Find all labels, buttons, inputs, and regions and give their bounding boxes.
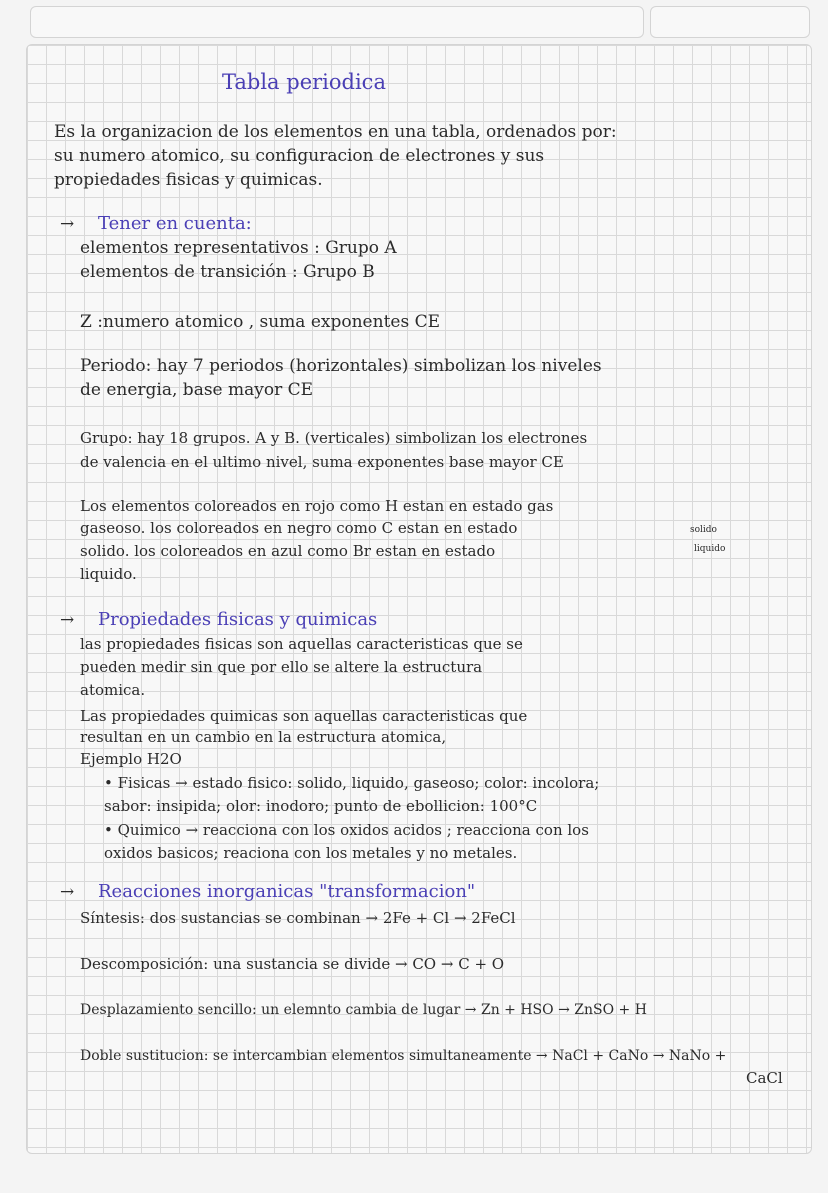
- tener-line-2: elementos de transición : Grupo B: [80, 262, 375, 282]
- z-line: Z :numero atomico , suma exponentes CE: [80, 312, 441, 332]
- estados-line-3: solido. los coloreados en azul como Br estan en estado: [80, 542, 496, 560]
- arrow-icon: →: [60, 214, 75, 234]
- doble-line-cont: CaCl: [746, 1069, 783, 1087]
- intro-line-2: su numero atomico, su configuracion de electrones y sus: [54, 146, 545, 166]
- top-bar-left: [30, 6, 644, 38]
- estados-line-2: gaseoso. los coloreados en negro como C estan en estado: [80, 519, 518, 537]
- periodo-line-2: de energia, base mayor CE: [80, 380, 314, 400]
- note-liquido: liquido: [694, 544, 726, 554]
- bullet-quimico-2: oxidos basicos; reaciona con los metales y no metales.: [104, 844, 518, 862]
- sintesis-line: Síntesis: dos sustancias se combinan → 2Fe + Cl → 2FeCl: [80, 909, 516, 927]
- page-title: Tabla periodica: [222, 70, 386, 94]
- grupo-line-2: de valencia en el ultimo nivel, suma exponentes base mayor CE: [80, 453, 564, 471]
- bullet-quimico-1: • Quimico → reacciona con los oxidos acidos ; reacciona con los: [104, 821, 589, 839]
- tener-heading: Tener en cuenta:: [98, 213, 252, 234]
- intro-line-1: Es la organizacion de los elementos en una tabla, ordenados por:: [54, 122, 617, 142]
- descomposicion-line: Descomposición: una sustancia se divide → CO → C + O: [80, 955, 505, 973]
- propiedades-line-3: atomica.: [80, 681, 146, 699]
- estados-line-1: Los elementos coloreados en rojo como H estan en estado gas: [80, 497, 554, 515]
- propiedades-line-4: Las propiedades quimicas son aquellas caracteristicas que: [80, 707, 528, 725]
- propiedades-heading: Propiedades fisicas y quimicas: [98, 609, 378, 630]
- doble-line: Doble sustitucion: se intercambian elementos simultaneamente → NaCl + CaNo → NaNo +: [80, 1048, 727, 1064]
- arrow-icon: →: [60, 882, 75, 902]
- propiedades-line-5: resultan en un cambio en la estructura atomica,: [80, 728, 447, 746]
- grid-paper: [26, 44, 812, 1154]
- note-solido: solido: [690, 525, 717, 535]
- arrow-icon: →: [60, 610, 75, 630]
- tener-line-1: elementos representativos : Grupo A: [80, 238, 397, 258]
- intro-line-3: propiedades fisicas y quimicas.: [54, 170, 323, 190]
- estados-line-4: liquido.: [80, 565, 137, 583]
- propiedades-line-2: pueden medir sin que por ello se altere la estructura: [80, 658, 483, 676]
- bullet-fisicas-2: sabor: insipida; olor: inodoro; punto de ebollicion: 100°C: [104, 797, 538, 815]
- top-bar-right: [650, 6, 810, 38]
- bullet-fisicas-1: • Fisicas → estado fisico: solido, liquido, gaseoso; color: incolora;: [104, 774, 600, 792]
- propiedades-line-1: las propiedades fisicas son aquellas caracteristicas que se: [80, 635, 523, 653]
- desplazamiento-line: Desplazamiento sencillo: un elemnto cambia de lugar → Zn + HSO → ZnSO + H: [80, 1002, 647, 1018]
- periodo-line-1: Periodo: hay 7 periodos (horizontales) simbolizan los niveles: [80, 356, 602, 376]
- reacciones-heading: Reacciones inorganicas "transformacion": [98, 881, 476, 902]
- propiedades-line-6: Ejemplo H2O: [80, 750, 182, 768]
- grupo-line-1: Grupo: hay 18 grupos. A y B. (verticales) simbolizan los electrones: [80, 429, 588, 447]
